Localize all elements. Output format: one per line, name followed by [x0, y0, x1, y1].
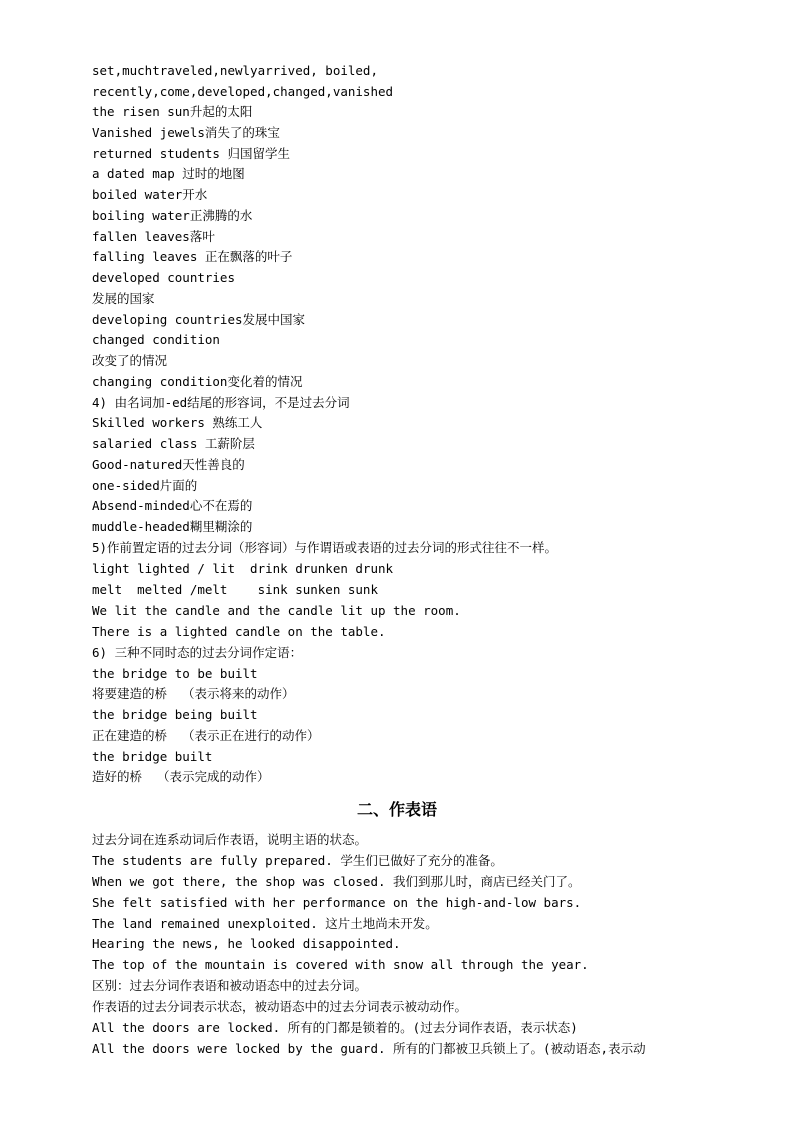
text-line: There is a lighted candle on the table. [92, 624, 386, 639]
text-line: salaried class 工薪阶层 [92, 436, 255, 451]
text-line: 将要建造的桥 （表示将来的动作） [92, 686, 295, 701]
text-line: 发展的国家 [92, 291, 155, 306]
text-line: 区别：过去分词作表语和被动语态中的过去分词。 [92, 978, 368, 993]
text-line: Hearing the news, he looked disappointed. [92, 936, 401, 951]
text-line: changed condition [92, 332, 220, 347]
text-line: The top of the mountain is covered with snow all through the year. [92, 957, 589, 972]
text-line: developed countries [92, 270, 235, 285]
text-line: 过去分词在连系动词后作表语，说明主语的状态。 [92, 832, 368, 847]
text-line: changing condition变化着的情况 [92, 374, 303, 389]
text-line: fallen leaves落叶 [92, 229, 215, 244]
text-line: muddle-headed糊里糊涂的 [92, 519, 253, 534]
text-line: 4) 由名词加-ed结尾的形容词，不是过去分词 [92, 395, 350, 410]
text-line: the bridge being built [92, 707, 258, 722]
text-line: She felt satisfied with her performance on the high-and-low bars. [92, 895, 582, 910]
text-line: the bridge to be built [92, 666, 258, 681]
text-line: Good-natured天性善良的 [92, 457, 245, 472]
text-line: returned students 归国留学生 [92, 146, 290, 161]
text-line: developing countries发展中国家 [92, 312, 306, 327]
text-line: 6) 三种不同时态的过去分词作定语： [92, 645, 303, 660]
text-line: one-sided片面的 [92, 478, 198, 493]
text-line: Vanished jewels消失了的珠宝 [92, 125, 280, 140]
text-line: melt melted /melt sink sunken sunk [92, 582, 378, 597]
text-line: the bridge built [92, 749, 213, 764]
text-line: 作表语的过去分词表示状态，被动语态中的过去分词表示被动动作。 [92, 999, 468, 1014]
text-line: 改变了的情况 [92, 353, 168, 368]
text-line: Absend-minded心不在焉的 [92, 498, 253, 513]
text-line: boiled water开水 [92, 187, 208, 202]
text-line: 5)作前置定语的过去分词（形容词）与作谓语或表语的过去分词的形式往往不一样。 [92, 540, 558, 555]
text-line: When we got there, the shop was closed. 我们到那儿时，商店已经关门了。 [92, 874, 581, 889]
text-line: boiling water正沸腾的水 [92, 208, 253, 223]
text-line: The land remained unexploited. 这片土地尚未开发。 [92, 916, 438, 931]
text-line: set,muchtraveled,newlyarrived, boiled, [92, 63, 378, 78]
section-heading: 二、作表语 [356, 800, 437, 819]
text-line: All the doors were locked by the guard. 所有的门都被卫兵锁上了。(被动语态,表示动 [92, 1041, 646, 1056]
text-line: We lit the candle and the candle lit up the room. [92, 603, 461, 618]
text-line: light lighted / lit drink drunken drunk [92, 561, 394, 576]
text-line: 造好的桥 （表示完成的动作） [92, 769, 270, 784]
text-line: falling leaves 正在飘落的叶子 [92, 249, 293, 264]
text-line: the risen sun升起的太阳 [92, 104, 253, 119]
text-line: Skilled workers 熟练工人 [92, 415, 263, 430]
text-line: 正在建造的桥 （表示正在进行的动作） [92, 728, 320, 743]
text-line: The students are fully prepared. 学生们已做好了充分的准备。 [92, 853, 503, 868]
text-line: All the doors are locked. 所有的门都是锁着的。(过去分词作表语，表示状态) [92, 1020, 578, 1035]
text-line: a dated map 过时的地图 [92, 166, 245, 181]
text-line: recently,come,developed,changed,vanished [92, 84, 394, 99]
